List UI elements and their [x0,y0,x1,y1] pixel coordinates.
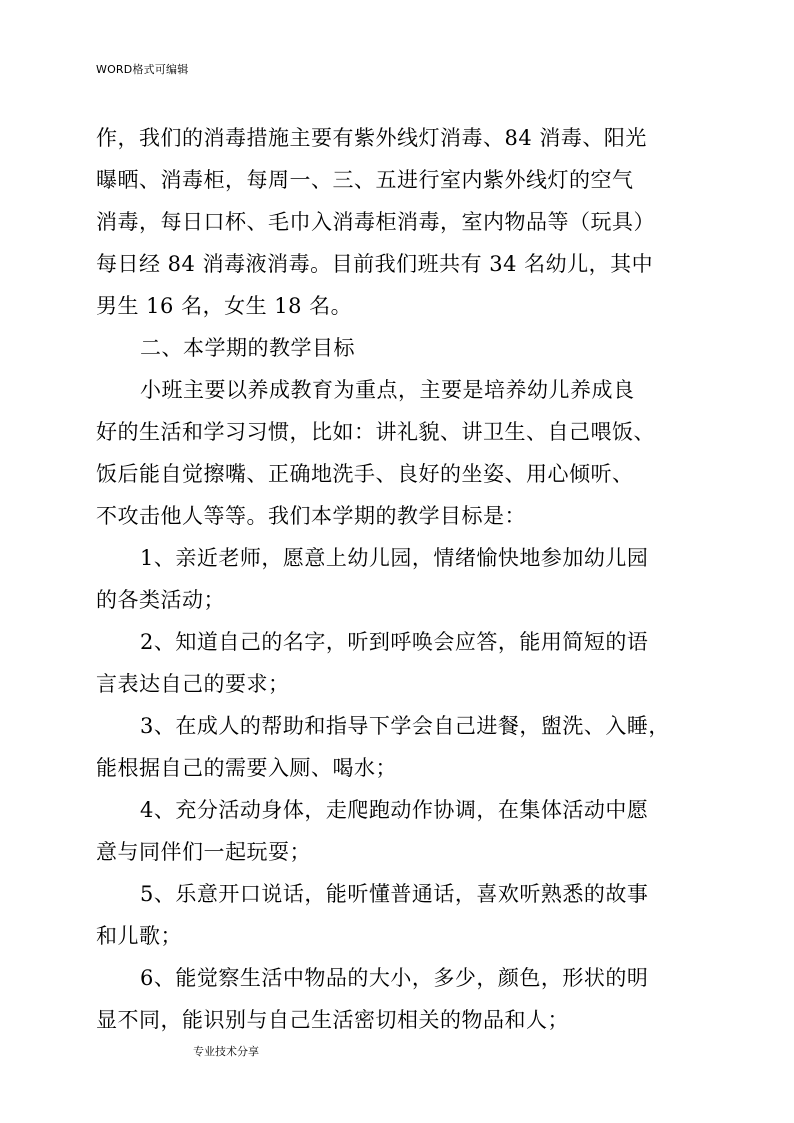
goal-item: 5、乐意开口说话，能听懂普通话，喜欢听熟悉的故事 [140,882,649,906]
body-line: 曝晒、消毒柜，每周一、三、五进行室内紫外线灯的空气 [96,168,634,192]
body-line: 每日经 84 消毒液消毒。目前我们班共有 34 名幼儿，其中 [96,252,654,276]
body-line: 的各类活动； [96,588,225,612]
body-line: 作，我们的消毒措施主要有紫外线灯消毒、84 消毒、阳光 [96,126,647,150]
goal-item: 6、能觉察生活中物品的大小，多少，颜色，形状的明 [140,966,649,990]
body-line: 能根据自己的需要入厕、喝水； [96,756,397,780]
body-line: 男生 16 名，女生 18 名。 [96,294,353,318]
page-header: WORD格式可编辑 [96,63,189,76]
goal-item: 3、在成人的帮助和指导下学会自己进餐，盥洗、入睡， [140,714,670,738]
body-line: 意与同伴们一起玩耍； [96,840,311,864]
body-line: 和儿歌； [96,924,182,948]
section-heading: 二、本学期的教学目标 [140,336,355,360]
body-line: 饭后能自觉擦嘴、正确地洗手、良好的坐姿、用心倾听、 [96,462,634,486]
page-footer: 专业技术分享 [193,1045,259,1058]
document-body [96,117,708,1041]
goal-item: 2、知道自己的名字，听到呼唤会应答，能用简短的语 [140,630,649,654]
goal-item: 4、充分活动身体，走爬跑动作协调，在集体活动中愿 [140,798,649,822]
body-line: 不攻击他人等等。我们本学期的教学目标是： [96,504,526,528]
body-line: 显不同，能识别与自己生活密切相关的物品和人； [96,1008,569,1032]
body-line: 小班主要以养成教育为重点，主要是培养幼儿养成良 [140,378,635,402]
goal-item: 1、亲近老师，愿意上幼儿园，情绪愉快地参加幼儿园 [140,546,649,570]
body-line: 言表达自己的要求； [96,672,290,696]
body-line: 消毒，每日口杯、毛巾入消毒柜消毒，室内物品等（玩具） [96,210,655,234]
body-line: 好的生活和学习习惯，比如：讲礼貌、讲卫生、自己喂饭、 [96,420,655,444]
